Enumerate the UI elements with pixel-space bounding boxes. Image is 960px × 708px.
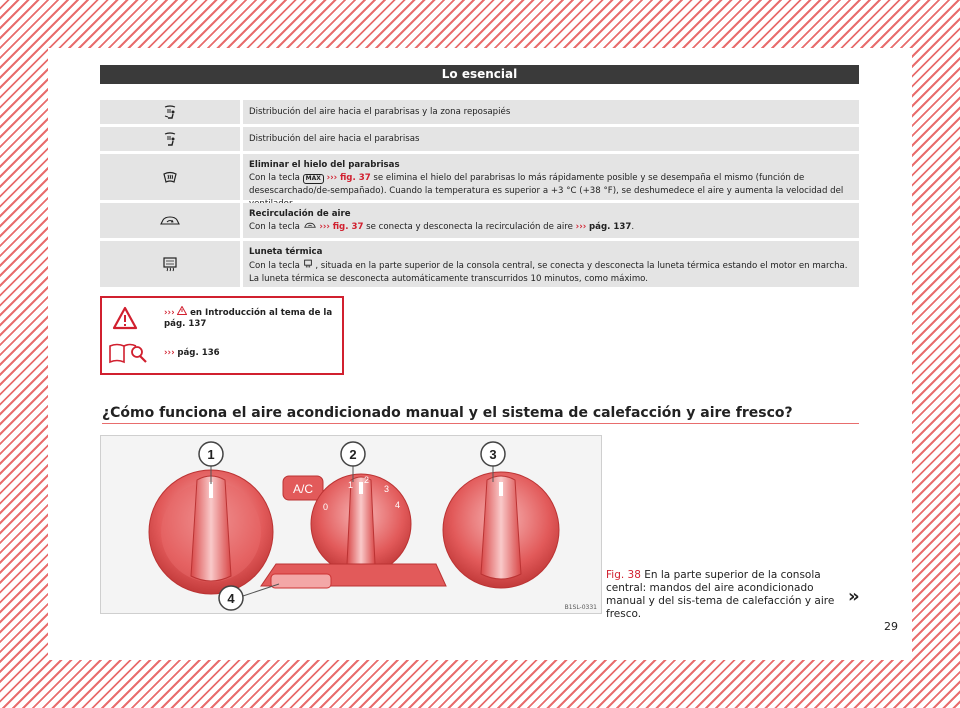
svg-text:3: 3	[489, 447, 497, 462]
row-title: Recirculación de aire	[249, 209, 351, 219]
fan-level-label: 3	[384, 484, 390, 494]
temperature-knob	[149, 470, 273, 594]
page-number: 29	[884, 620, 898, 633]
section-title: ¿Cómo funciona el aire acondicionado manual y el sistema de calefacción y aire fresco?	[102, 405, 859, 424]
rear-window-heater-icon	[100, 241, 240, 287]
defrost-windshield-icon	[100, 154, 240, 200]
air-windshield-footwell-icon	[100, 100, 240, 124]
warning-icon	[112, 306, 138, 334]
figure-label: Fig. 38	[606, 569, 641, 581]
table-row	[100, 241, 859, 287]
svg-text:1: 1	[207, 447, 215, 462]
fan-level-label: 0	[323, 502, 329, 512]
table-row	[100, 154, 859, 200]
row-text: Eliminar el hielo del parabrisas Con la tecla MAX ››› fig. 37 se elimina el hielo del parabrisas lo más rápidamente posible y se desempaña el mismo (función de desescarchado/de-sempañado). Cuando la temperatura es superior a +3 °C (+38 °F), se deshumedece el aire y aumenta la velocidad del	[243, 154, 859, 200]
page-header: Lo esencial	[100, 65, 859, 84]
row-text: Distribución del aire hacia el parabrisas	[243, 127, 859, 151]
row-title: Luneta térmica	[249, 247, 323, 257]
row-text: Luneta térmica Con la tecla , situada en la parte superior de la consola central, se conecta y desconecta la luneta térmica estando el motor en marcha. La luneta térmica se desconecta automáticamente transcurridos 10 minutos, como máximo.	[243, 241, 859, 287]
recirculation-lever	[261, 564, 446, 588]
svg-text:2: 2	[349, 447, 357, 462]
fan-level-label: 1	[348, 480, 354, 490]
row-text: Distribución del aire hacia el parabrisas y la zona reposapiés	[243, 100, 859, 124]
figure-ref-code: B1SL-0331	[564, 604, 597, 611]
figure-link[interactable]: fig. 37	[332, 222, 364, 232]
max-key-icon: MAX	[303, 174, 324, 184]
row-text: Recirculación de aire Con la tecla ››› fig. 37 se conecta y desconecta la recirculación de aire ››› pág. 137.	[243, 203, 859, 238]
book-icon	[108, 340, 148, 368]
fan-level-label: 2	[364, 475, 370, 485]
svg-text:4: 4	[227, 591, 235, 606]
row-title: Eliminar el hielo del parabrisas	[249, 160, 400, 170]
air-windshield-icon	[100, 127, 240, 151]
ac-button-label: A/C	[292, 482, 314, 496]
page	[48, 48, 912, 660]
book-link[interactable]: pág. 136	[177, 348, 220, 358]
recirculation-key-icon	[303, 222, 320, 232]
fan-level-label: 4	[395, 500, 401, 510]
air-recirculation-icon	[100, 203, 240, 238]
feature-table	[100, 100, 859, 290]
rear-heater-key-icon	[303, 261, 316, 271]
book-reference: ››› pág. 136	[164, 348, 220, 358]
table-row	[100, 203, 859, 238]
figure-link[interactable]: fig. 37	[339, 173, 371, 183]
air-distribution-knob	[443, 472, 559, 588]
table-row	[100, 100, 859, 124]
warning-box	[100, 296, 344, 375]
ac-button	[283, 476, 323, 500]
figure-climate-controls	[100, 435, 602, 614]
page-link[interactable]: pág. 137	[589, 222, 632, 232]
fan-speed-knob	[311, 474, 411, 574]
figure-caption: Fig. 38 En la parte superior de la consola central: mandos del aire acondicionado manual y del sis-tema de calefacción y aire fresco.	[606, 569, 835, 620]
climate-panel-illustration	[101, 436, 601, 613]
continue-mark: »	[848, 586, 860, 607]
warning-reference: ››› en Introducción al tema de la pág. 137	[164, 308, 333, 329]
warning-link[interactable]: en Introducción al tema de la pág. 137	[164, 308, 333, 329]
small-warning-icon	[177, 308, 187, 318]
table-row	[100, 127, 859, 151]
